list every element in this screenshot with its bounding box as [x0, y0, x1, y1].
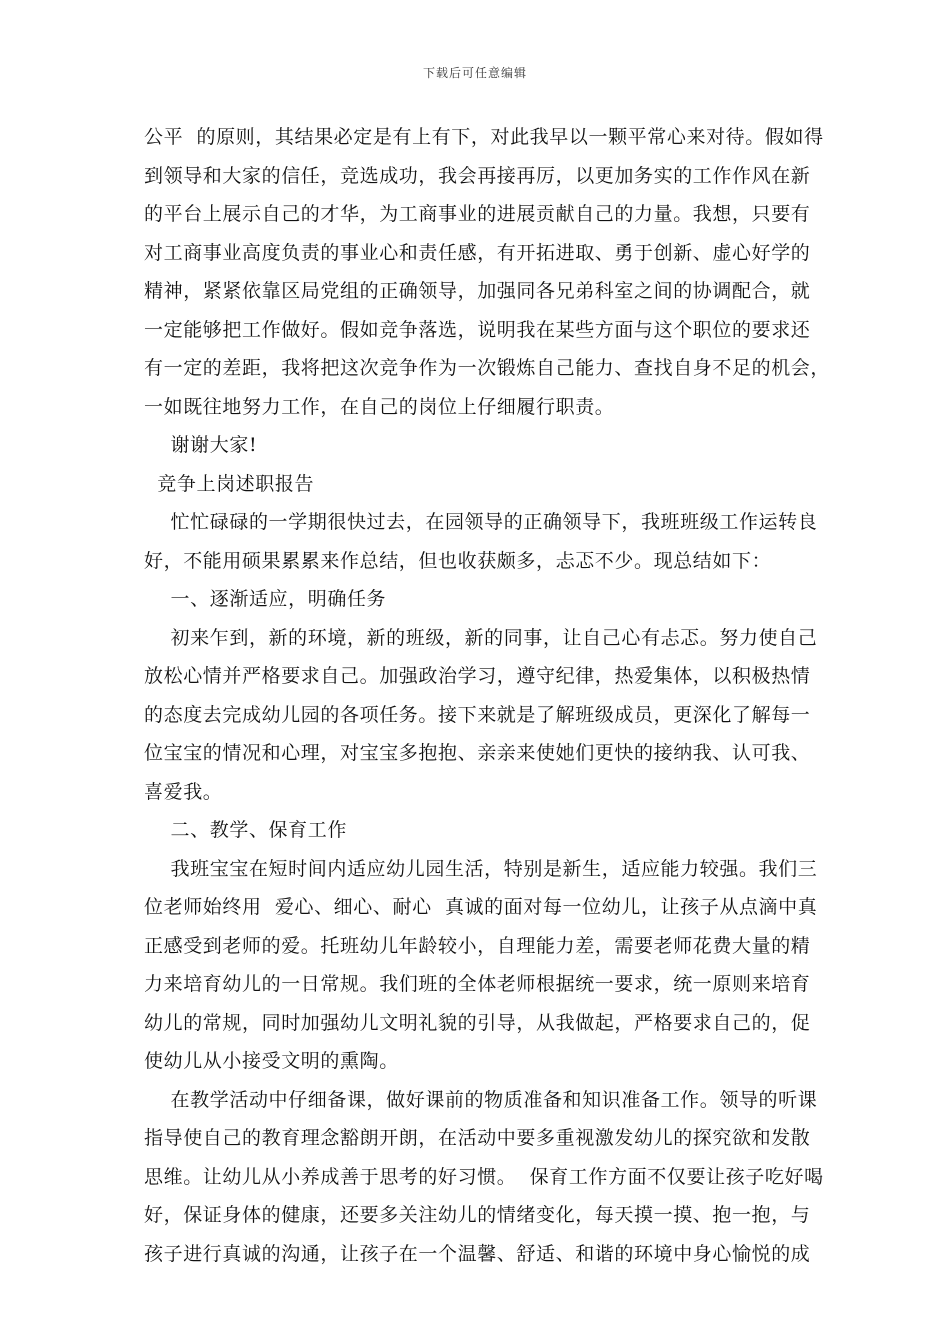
- text-line: 位宝宝的情况和心理，对宝宝多抱抱、亲亲来使她们更快的接纳我、认可我、: [144, 742, 811, 764]
- text-line: 幼儿的常规，同时加强幼儿文明礼貌的引导，从我做起，严格要求自己的，促: [144, 1011, 811, 1034]
- text-line: 放松心情并严格要求自己。加强政治学习，遵守纪律，热爱集体，以积极热情: [144, 665, 811, 687]
- text-line: 忙忙碌碌的一学期很快过去，在园领导的正确领导下，我班班级工作运转良: [144, 511, 818, 533]
- text-line: 在教学活动中仔细备课，做好课前的物质准备和知识准备工作。领导的听课: [144, 1088, 818, 1111]
- text-line: 孩子进行真诚的沟通，让孩子在一个温馨、舒适、和谐的环境中身心愉悦的成: [144, 1242, 811, 1265]
- text-line: 好，保证身体的健康，还要多关注幼儿的情绪变化，每天摸一摸、抱一抱，与: [144, 1204, 811, 1226]
- text-line: 思维。让幼儿从小养成善于思考的好习惯。 保育工作方面不仅要让孩子吃好喝: [144, 1165, 824, 1188]
- text-line: 正感受到老师的爱。托班幼儿年龄较小，自理能力差，需要老师花费大量的精: [144, 934, 811, 957]
- text-line: 位老师始终用 爱心、细心、耐心 真诚的面对每一位幼儿，让孩子从点滴中真: [144, 896, 818, 918]
- text-line: 好，不能用硕果累累来作总结，但也收获颇多，忐忑不少。现总结如下：: [144, 549, 772, 572]
- section-heading: 一、逐渐适应，明确任务: [144, 588, 387, 610]
- section-heading: 二、教学、保育工作: [144, 819, 347, 841]
- text-line: 谢谢大家!: [144, 434, 258, 456]
- text-line: 公平 的原则，其结果必定是有上有下，对此我早以一颗平常心来对待。假如得: [144, 126, 824, 148]
- text-line: 一如既往地努力工作，在自己的岗位上仔细履行职责。: [144, 395, 615, 418]
- text-line: 力来培育幼儿的一日常规。我们班的全体老师根据统一要求，统一原则来培育: [144, 973, 811, 995]
- text-line: 一定能够把工作做好。假如竞争落选，说明我在某些方面与这个职位的要求还: [144, 318, 811, 341]
- text-line: 的态度去完成幼儿园的各项任务。接下来就是了解班级成员，更深化了解每一: [144, 703, 811, 726]
- page-header-note: 下载后可任意编辑: [422, 66, 527, 80]
- text-line: 精神，紧紧依靠区局党组的正确领导，加强同各兄弟科室之间的协调配合，就: [144, 280, 811, 302]
- text-line: 的平台上展示自己的才华，为工商事业的进展贡献自己的力量。我想，只要有: [144, 203, 811, 225]
- text-line: 使幼儿从小接受文明的熏陶。: [144, 1050, 399, 1072]
- text-line: 有一定的差距，我将把这次竞争作为一次锻炼自己能力、查找自身不足的机会，: [144, 357, 831, 379]
- section-title: 竞争上岗述职报告: [144, 472, 315, 495]
- document-body: [144, 118, 831, 1273]
- text-line: 我班宝宝在短时间内适应幼儿园生活，特别是新生，适应能力较强。我们三: [144, 857, 818, 880]
- text-line: 指导使自己的教育理念豁朗开朗，在活动中要多重视激发幼儿的探究欲和发散: [144, 1127, 811, 1149]
- text-line: 喜爱我。: [144, 780, 223, 803]
- text-line: 初来乍到，新的环境，新的班级，新的同事，让自己心有忐忑。努力使自己: [144, 626, 818, 649]
- text-line: 到领导和大家的信任，竞选成功，我会再接再厉，以更加务实的工作作风在新: [144, 164, 811, 187]
- text-line: 对工商事业高度负责的事业心和责任感，有开拓进取、勇于创新、虚心好学的: [144, 241, 811, 264]
